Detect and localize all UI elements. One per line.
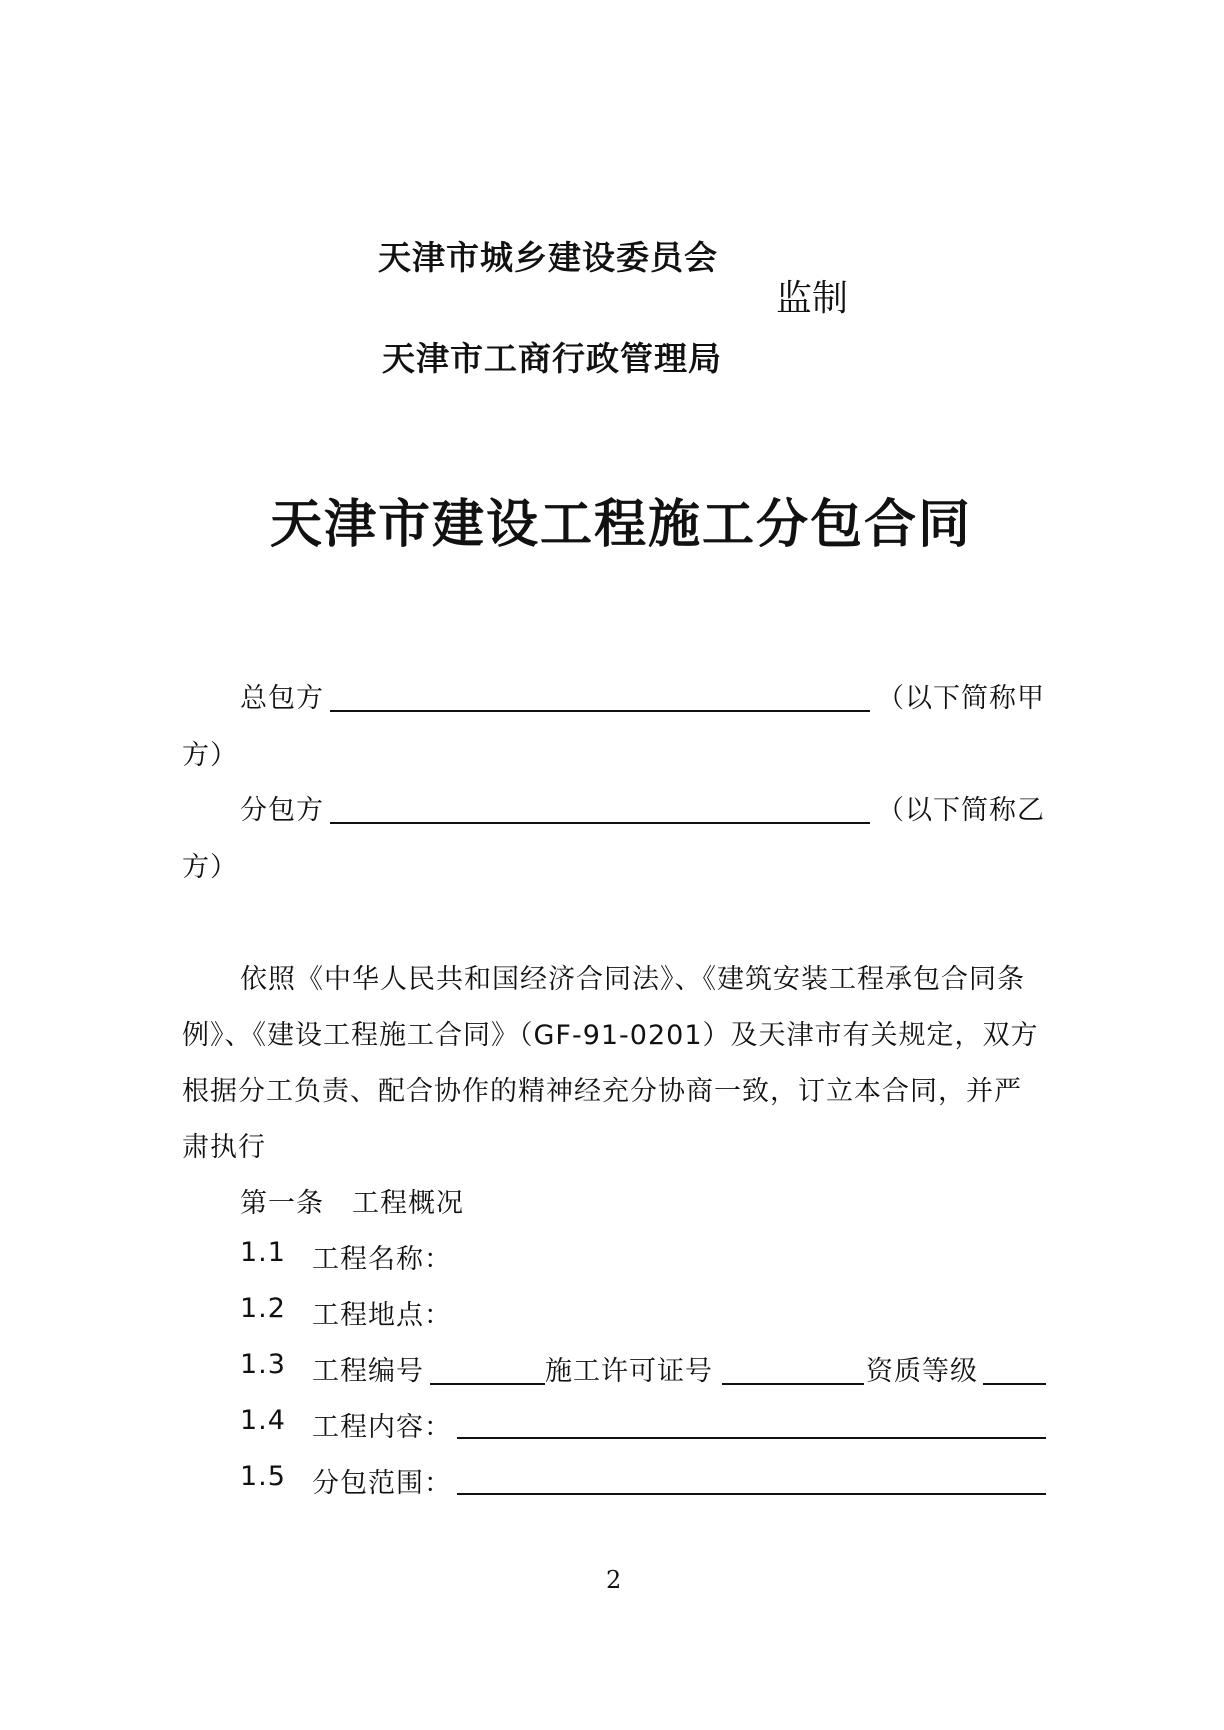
project-content-label: 工程内容： (312, 1412, 452, 1443)
item-number: 1.2 (240, 1293, 286, 1324)
project-content-blank-line (457, 1437, 1046, 1439)
article-1-heading: 第一条 工程概况 (240, 1188, 464, 1219)
contractor-note: （以下简称甲 (877, 683, 1045, 714)
item-number: 1.1 (240, 1237, 286, 1268)
project-name-label: 工程名称： (312, 1244, 452, 1275)
subcontract-scope-label: 分包范围： (312, 1468, 452, 1499)
subcontractor-note-wrap: 方） (182, 852, 238, 883)
preamble-line-1: 依照《中华人民共和国经济合同法》、《建筑安装工程承包合同条 (240, 964, 1025, 995)
contractor-label: 总包方 (240, 683, 324, 714)
qualification-grade-blank-line (983, 1383, 1046, 1385)
page-number: 2 (606, 1566, 622, 1594)
preamble-line-4: 肃执行 (182, 1132, 266, 1163)
subcontractor-label: 分包方 (240, 795, 324, 826)
preamble-line-2: 例》、《建设工程施工合同》（GF-91-0201）及天津市有关规定，双方 (182, 1020, 1039, 1051)
preamble-line-3: 根据分工负责、配合协作的精神经充分协商一致，订立本合同，并严 (182, 1076, 1022, 1107)
qualification-grade-label: 资质等级 (866, 1356, 978, 1387)
subcontractor-blank-line (330, 822, 870, 824)
subcontract-scope-blank-line (457, 1493, 1046, 1495)
construction-permit-blank-line (722, 1383, 864, 1385)
project-code-label: 工程编号 (312, 1356, 424, 1387)
subcontractor-note: （以下简称乙 (877, 795, 1045, 826)
item-number: 1.3 (240, 1349, 286, 1380)
supervise-label: 监制 (776, 278, 849, 319)
project-location-label: 工程地点： (312, 1300, 452, 1331)
authority-commerce-bureau: 天津市工商行政管理局 (382, 339, 722, 378)
item-number: 1.5 (240, 1461, 286, 1492)
contractor-note-wrap: 方） (182, 740, 238, 771)
authority-construction-committee: 天津市城乡建设委员会 (378, 238, 718, 277)
project-code-blank-line (430, 1383, 545, 1385)
item-number: 1.4 (240, 1405, 286, 1436)
construction-permit-label: 施工许可证号 (545, 1356, 713, 1387)
contractor-blank-line (330, 710, 870, 712)
document-title: 天津市建设工程施工分包合同 (270, 495, 973, 555)
